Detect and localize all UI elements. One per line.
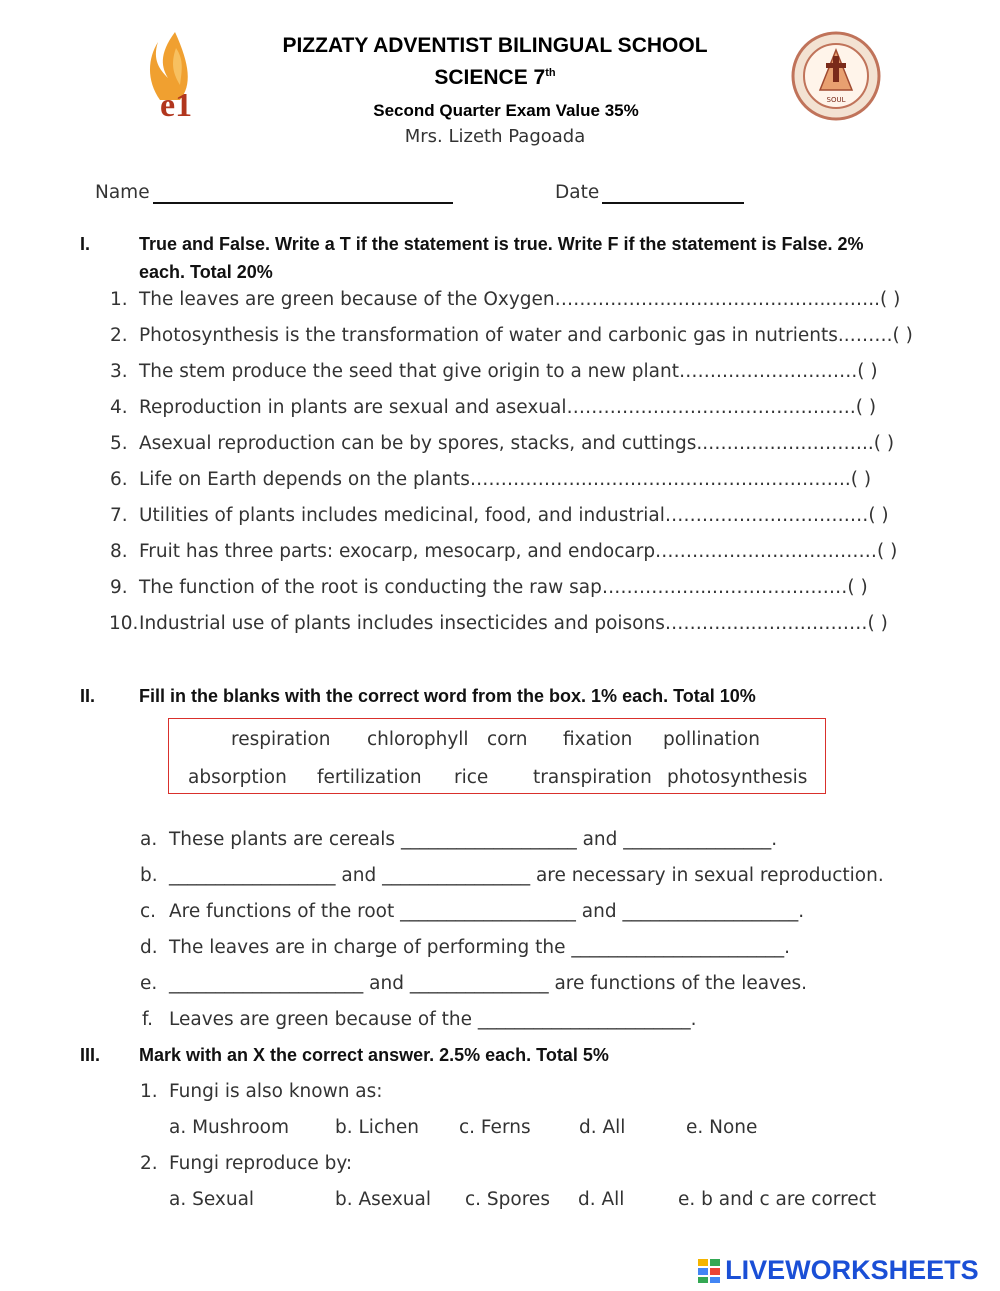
word-bank-photosynthesis: photosynthesis	[667, 767, 808, 788]
tf-num-1: 1.	[110, 289, 128, 310]
tf-num-10: 10.	[109, 613, 139, 634]
fill-text-e[interactable]: _____________________ and _______________ are functions of the leaves.	[169, 973, 807, 994]
fill-letter-d: d.	[140, 937, 158, 958]
mc2-option-c[interactable]: c. Spores	[465, 1189, 550, 1210]
word-bank-respiration: respiration	[231, 729, 331, 750]
section3-title: Mark with an X the correct answer. 2.5% each. Total 5%	[139, 1045, 609, 1065]
fill-text-c[interactable]: Are functions of the root ___________________ and ___________________.	[169, 901, 805, 922]
mc1-option-e[interactable]: e. None	[686, 1117, 758, 1138]
liveworksheets-icon	[698, 1259, 720, 1283]
tf-num-6: 6.	[110, 469, 128, 490]
tf-num-2: 2.	[110, 325, 128, 346]
tf-text-3: The stem produce the seed that give origin to a new plant…….………………….( )	[139, 361, 878, 382]
tf-text-1: The leaves are green because of the Oxygen……………….……………………..……..( )	[139, 289, 901, 310]
word-bank-corn: corn	[487, 729, 528, 750]
fill-text-b[interactable]: __________________ and ________________ are necessary in sexual reproduction.	[169, 865, 884, 886]
mc2-option-e[interactable]: e. b and c are correct	[678, 1189, 877, 1210]
mc1-option-b[interactable]: b. Lichen	[335, 1117, 419, 1138]
exam-title: Second Quarter Exam Value 35%	[373, 101, 639, 120]
word-bank-fertilization: fertilization	[317, 767, 422, 788]
tf-text-8: Fruit has three parts: exocarp, mesocarp, and endocarp………………………………( )	[139, 541, 898, 562]
word-bank-absorption: absorption	[188, 767, 287, 788]
fill-text-a[interactable]: These plants are cereals ___________________ and ________________.	[169, 829, 778, 850]
section1-number: I.	[80, 234, 91, 254]
subject-text: SCIENCE 7	[434, 66, 546, 89]
fill-letter-c: c.	[140, 901, 157, 922]
liveworksheets-text: LIVEWORKSHEETS	[725, 1255, 979, 1285]
name-line[interactable]	[153, 202, 453, 204]
section1-title-line1: True and False. Write a T if the statement is true. Write F if the statement is False. 2%	[139, 234, 864, 254]
tf-text-10: Industrial use of plants includes insecticides and poisons……….…..………………( )	[139, 613, 888, 634]
word-bank-transpiration: transpiration	[533, 767, 652, 788]
section2-number: II.	[80, 686, 96, 706]
school-name: PIZZATY ADVENTIST BILINGUAL SCHOOL	[282, 34, 708, 57]
tf-num-7: 7.	[110, 505, 128, 526]
mc-question-2: Fungi reproduce by:	[169, 1153, 353, 1174]
mc1-option-d[interactable]: d. All	[579, 1117, 626, 1138]
word-bank-rice: rice	[454, 767, 489, 788]
mc-num-2: 2.	[140, 1153, 158, 1174]
tf-num-9: 9.	[110, 577, 128, 598]
tf-text-9: The function of the root is conducting the raw sap……………....…………………( )	[139, 577, 868, 598]
tf-text-7: Utilities of plants includes medicinal, food, and industrial……………………………( )	[139, 505, 889, 526]
mc1-option-a[interactable]: a. Mushroom	[169, 1117, 290, 1138]
tf-num-4: 4.	[110, 397, 128, 418]
mc1-option-c[interactable]: c. Ferns	[459, 1117, 531, 1138]
section1-title-line2: each. Total 20%	[139, 262, 273, 282]
svg-text:SOUL: SOUL	[826, 96, 846, 104]
fill-letter-a: a.	[140, 829, 158, 850]
tf-text-6: Life on Earth depends on the plants……………….………………………..…………..( )	[139, 469, 872, 490]
fill-text-f[interactable]: Leaves are green because of the _______________________.	[169, 1009, 697, 1030]
teacher-name: Mrs. Lizeth Pagoada	[404, 126, 586, 147]
section2-title: Fill in the blanks with the correct word from the box. 1% each. Total 10%	[139, 686, 756, 706]
word-bank-chlorophyll: chlorophyll	[367, 729, 469, 750]
tf-text-5: Asexual reproduction can be by spores, stacks, and cuttings..……….……………..( )	[139, 433, 895, 454]
section3-number: III.	[80, 1045, 101, 1065]
fill-letter-b: b.	[140, 865, 158, 886]
tf-num-8: 8.	[110, 541, 128, 562]
mc2-option-d[interactable]: d. All	[578, 1189, 625, 1210]
mc-num-1: 1.	[140, 1081, 158, 1102]
tf-text-2: Photosynthesis is the transformation of water and carbonic gas in nutrients..…….( )	[139, 325, 913, 346]
tf-text-4: Reproduction in plants are sexual and asexual……………………………….……….( )	[139, 397, 877, 418]
fill-letter-e: e.	[140, 973, 158, 994]
mc2-option-b[interactable]: b. Asexual	[335, 1189, 432, 1210]
date-label: Date	[555, 182, 600, 203]
subject-title	[0, 66, 990, 90]
tf-num-3: 3.	[110, 361, 128, 382]
tf-num-5: 5.	[110, 433, 128, 454]
liveworksheets-logo	[698, 1255, 979, 1285]
fill-letter-f: f.	[142, 1009, 154, 1030]
date-line[interactable]	[602, 202, 744, 204]
word-bank-fixation: fixation	[563, 729, 633, 750]
mc2-option-a[interactable]: a. Sexual	[169, 1189, 255, 1210]
mc-question-1: Fungi is also known as:	[169, 1081, 383, 1102]
name-label: Name	[95, 182, 150, 203]
svg-text:e1: e1	[160, 87, 193, 120]
subject-sup: th	[545, 67, 556, 79]
fill-text-d[interactable]: The leaves are in charge of performing the _______________________.	[169, 937, 790, 958]
word-bank-pollination: pollination	[663, 729, 760, 750]
